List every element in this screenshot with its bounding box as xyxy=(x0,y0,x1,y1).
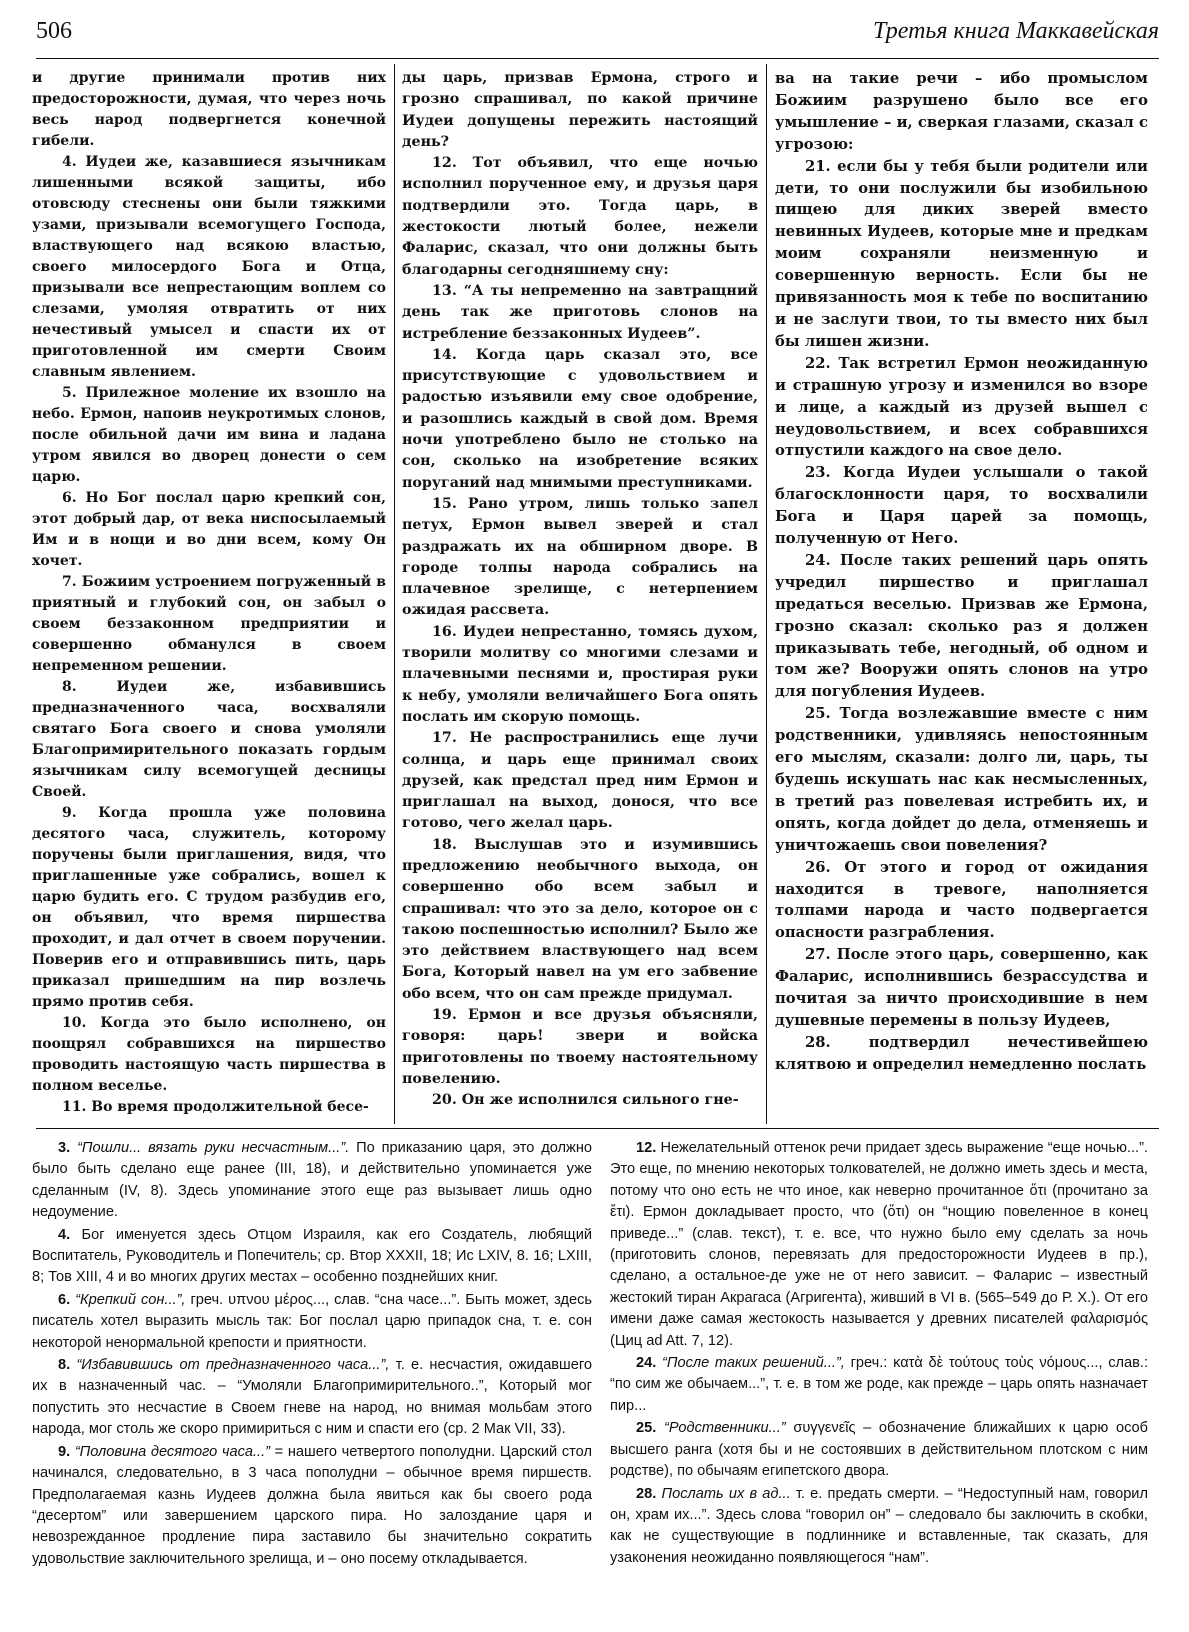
column-divider xyxy=(766,64,767,1124)
footnotes-rule xyxy=(36,1128,1159,1129)
running-title: Третья книга Маккавейская xyxy=(872,18,1159,44)
verse-paragraph: 5. Прилежное моление их взошло на небо. Ермон, напоив неукротимых слонов, после обильной дачи им вина и ладана утром явился во дворец донести о сем царю. xyxy=(32,385,386,485)
footnote-text: Нежелательный оттенок речи придает здесь выражение “еще ночью...”. Это еще, по мнению некоторых толкователей, не должно иметь здесь и места, потому что оно есть не что иное, как неверно прочитанное ὅτι (прочитано за ἔτι). Ермон докладывает просто, что (ὅτι) он “нощию повеленное в конец приведе...” (слав. текст), т. е. все, что нужно было ему сделать за ночь (приготовить слонов, перевязать для предосторожности Иудеев в пр.), сделано, а остальное-де уже не от него зависит. – Фаларис – известный жестокий тиран Акрагаса (Агригента), живший в VI в. (565–549 до Р. Х.). От его имени даже самая жестокость называется у древних писателей φαλαρισμός (Циц ad Att. 7, 12). xyxy=(610,1140,1148,1349)
verse-paragraph: 10. Когда это было исполнено, он поощрял собравшихся на пиршество проводить настоящую часть пиршества в полном веселье. xyxy=(32,1015,386,1094)
verse-paragraph: 21. если бы у тебя были родители или дети, то они послужили бы изобильною пищею для диких зверей вместо невинных Иудеев, которые мне и предкам моим сохраняли неизменную и совершенную верность. Если бы не привязанность моя к тебе по воспитанию и не заслуги твои, то ты вместо них был бы лишен жизни. xyxy=(775,157,1148,350)
footnote-quote: “Половина десятого часа...” xyxy=(74,1443,271,1460)
footnote xyxy=(610,1138,1148,1352)
verse-paragraph: 13. “А ты непременно на завтращний день так же приготовь слонов на истребление беззаконных Иудеев”. xyxy=(402,282,758,342)
verse-paragraph: ды царь, призвав Ермона, строго и грозно спрашивал, по какой причине Иудеи допущены пережить настоящий день? xyxy=(402,70,758,150)
footnote-text: = нашего четвертого пополудни. Царский стол начинался, следовательно, в 3 часа пополудни – обычное время пиршеств. Предполагаемая казнь Иудеев должна была явиться как бы своего рода “десертом” или завершением царского пира. Но залоздание царя и невозрежданное продление пира заставило бы значительно сократить удовольствие заключительного зрелища, и – оно посему откладывается. xyxy=(32,1443,592,1567)
verse-paragraph: 7. Божиим устроением погруженный в приятный и глубокий сон, он забыл о своем беззаконном предприятии и совершенно обманулся в своем непременном решении. xyxy=(32,574,386,674)
footnotes-right xyxy=(610,1138,1148,1618)
verse-paragraph: 18. Выслушав это и изумившись предложению необычного выхода, он совершенно обо всем забыл и спрашивал: что это за дело, которое он с такою поспешностью исполнил? Было же это действием властвующего над всем Бога, Который навел на ум его забвение обо всем, что он сам прежде придумал. xyxy=(402,836,758,1002)
verse-paragraph: 23. Когда Иудеи услышали о такой благосклонности царя, то восхвалили Бога и Царя царей за помощь, полученную от Него. xyxy=(775,464,1148,548)
verse-paragraph: 6. Но Бог послал царю крепкий сон, этот добрый дар, от века ниспосылаемый Им и в нощи и во дни всем, кому Он хочет. xyxy=(32,490,386,569)
footnote-text: т. е. предать смерти. – “Недоступный нам, говорил он, храм их...”. Здесь слова “говорил он” – следовало бы заключить в скобки, как не существующие в подлиннике и вставленные, так сказать, для узаконения неожиданно появляющегося “нам”. xyxy=(610,1485,1148,1566)
footnote xyxy=(610,1418,1148,1482)
footnote-text: По приказанию царя, это должно было быть сделано еще ранее (III, 18), и действительно упоминается уже сделанным (IV, 8). Здесь упоминание этого еще раз вызывает лишь одно недоумение. xyxy=(32,1140,592,1221)
verse-paragraph: 9. Когда прошла уже половина десятого часа, служитель, которому поручены были приглашения, видя, что приглашенные уже собрались, вошел к царю будить его. С трудом разбудив его, он объявил, что время пиршества проходит, и дал отчет в своем поручении. Поверив его и отправившись пить, царь приказал пришедшим на пир возлечь прямо против себя. xyxy=(32,805,386,1010)
footnote-quote: Послать их в ад... xyxy=(661,1485,791,1502)
footnote xyxy=(32,1225,592,1289)
footnote-number: 24. xyxy=(636,1355,657,1372)
footnote xyxy=(32,1138,592,1224)
footnote-text: Бог именуется здесь Отцом Израиля, как его Создатель, любящий Воспитатель, Руководитель и Попечитель; ср. Втор XXXII, 18; Ис LXIV, 8. 16; LXIII, 8; Тов XIII, 4 и во многих других местах – особенно позднейших книг. xyxy=(32,1226,592,1286)
footnote-text: συγγενεῖς – обозначение ближайших к царю особ высшего ранга (хотя бы и не состоявших в действительном плотском с ним родстве), по обычаям египетского двора. xyxy=(610,1420,1148,1480)
verse-paragraph: 19. Ермон и все друзья объясняли, говоря: царь! звери и войска приготовлены по твоему настоятельному повелению. xyxy=(402,1007,758,1087)
verse-paragraph: 28. подтвердил нечестивейшею клятвою и определил немедленно послать xyxy=(775,1033,1148,1073)
verse-paragraph: 27. После этого царь, совершенно, как Фаларис, исполнившись безрассудства и почитая за ничто происходившие в нем душевные перемены в пользу Иудеев, xyxy=(775,946,1148,1029)
verse-paragraph: 17. Не распространились еще лучи солнца, и царь еще принимал своих друзей, как предстал пред ним Ермон и приглашал на выход, донося, что все готово, чего желал царь. xyxy=(402,730,758,832)
verse-paragraph: 4. Иудеи же, казавшиеся язычникам лишенными всякой защиты, ибо отовсюду стеснены они были тяжкими узами, призывали всемогущего Господа, властвующего над всякою властью, своего милосердого Бога и Отца, призывали все непрестающим воплем со слезами, умоляя отвратить от них нечестивый умысел и спасти их от приготовленной им смерти Своим славным явлением. xyxy=(32,154,386,380)
text-column-3 xyxy=(775,68,1148,1120)
verse-paragraph: 24. После таких решений царь опять учредил пиршество и приглашал предаться веселью. Призвав же Ермона, грозно сказал: сколько раз я должен приказывать тебе, негодный, об одном и том же? Вооружи опять слонов на утро для погубления Иудеев. xyxy=(775,551,1148,701)
verse-paragraph: 16. Иудеи непрестанно, томясь духом, творили молитву со многими слезами и плачевными песнями и, простирая руки к небу, умоляли величайшего Бога опять послать им скорую помощь. xyxy=(402,623,758,725)
verse-paragraph: 14. Когда царь сказал это, все присутствующие с удовольствием и радостью изъявили ему свое одобрение, и разошлись каждый в свой дом. Время ночи употреблено было не столько на сон, сколько на изобретение всяких поруганий над мнимыми преступниками. xyxy=(402,346,758,491)
text-column-2 xyxy=(402,68,758,1120)
verse-paragraph: 22. Так встретил Ермон неожиданную и страшную угрозу и изменился во взоре и лице, а каждый из друзей вышел с неудовольствием, и всех собравшихся отпустили каждого на свое дело. xyxy=(775,354,1148,460)
footnote-number: 4. xyxy=(58,1226,71,1243)
footnote-quote: “После таких решений...”, xyxy=(662,1355,845,1372)
footnote xyxy=(32,1290,592,1354)
footnote-number: 28. xyxy=(636,1485,657,1502)
footnote-number: 9. xyxy=(58,1443,71,1460)
footnotes-left xyxy=(32,1138,592,1618)
page-number: 506 xyxy=(36,18,72,44)
verse-paragraph: 26. От этого и город от ожидания находится в тревоге, наполняется толпами народа и часто подвергается опасности разграбления. xyxy=(775,858,1148,942)
verse-paragraph: 8. Иудеи же, избавившись предназначенного часа, восхваляли святаго Бога своего и снова умоляли Благопримирительного показать гордым язычникам силу всемогущей десницы Своей. xyxy=(32,679,386,800)
page-header xyxy=(36,18,1159,58)
footnote xyxy=(32,1355,592,1441)
verse-paragraph: 15. Рано утром, лишь только запел петух, Ермон вывел зверей и стал раздражать их на обширном дворе. В городе толпы народа собрались на плачевное зрелище, с нетерпением ожидая рассвета. xyxy=(402,495,758,619)
footnote-number: 25. xyxy=(636,1420,657,1437)
footnote-quote: “Крепкий сон...”, xyxy=(75,1291,186,1308)
footnote-number: 6. xyxy=(58,1291,71,1308)
footnote-text: греч.: κατὰ δὲ τούτους τοὺς νόμους..., слав.: “по сим же обычаем...”, т. е. в том же роде, как прежде – царь опять назначает пир... xyxy=(610,1355,1148,1414)
footnote-quote: “Избавившись от предназначенного часа...”, xyxy=(76,1357,390,1374)
column-divider xyxy=(394,64,395,1124)
footnote-number: 8. xyxy=(58,1357,71,1374)
verse-paragraph: 11. Во время продолжительной бесе- xyxy=(62,1099,369,1115)
footnote xyxy=(610,1484,1148,1570)
footnote-quote: “Родственники...” xyxy=(663,1420,786,1437)
verse-paragraph: 25. Тогда возлежавшие вместе с ним родственники, удивляясь непостоянным его мыслям, сказали: долго ли, царь, ты будешь искушать нас как несмысленных, в третий раз повелевая истребить их, и опять, когда дойдет до дела, отменяешь и уничтожаешь свои повеления? xyxy=(775,705,1148,854)
text-column-1 xyxy=(32,68,386,1120)
verse-paragraph: ва на такие речи – ибо промыслом Божиим разрушено было все его умышление – и, сверкая глазами, сказал с угрозою: xyxy=(775,70,1148,153)
verse-paragraph: 12. Тот объявил, что еще ночью исполнил порученное ему, и друзья царя подтвердили это. Тогда царь, в жестокости лютый более, нежели Фаларис, сказал, что они должны быть благодарны сегодняшнему сну: xyxy=(402,155,758,278)
footnote-text: т. е. несчастия, ожидавшего их в назначенный час. – “Умоляли Благопримирительного..”, Который мог попустить это несчастие в Своем гневе на народ, но внимая мольбам этого народа, мог столь же скоро примириться с ним и спасти его (ср. 2 Мак VII, 33). xyxy=(32,1357,592,1438)
footnote xyxy=(610,1353,1148,1417)
footnote-text: греч. υπνου μέρος..., слав. “сна часе...”. Быть может, здесь писатель хотел выразить мысль так: Бог послал царю припадок сна, т. е. сон некоторой ненормальной крепости и приятности. xyxy=(32,1291,592,1351)
header-rule xyxy=(36,58,1159,59)
footnote-number: 3. xyxy=(58,1140,71,1156)
footnote xyxy=(32,1442,592,1570)
verse-paragraph: и другие принимали против них предосторожности, думая, что через ночь весь народ подвергнется конечной гибели. xyxy=(32,70,386,149)
footnote-number: 12. xyxy=(636,1140,657,1156)
footnote-quote: “Пошли... вязать руки несчастным...”. xyxy=(77,1140,350,1156)
verse-paragraph: 20. Он же исполнился сильного гне- xyxy=(432,1092,739,1109)
